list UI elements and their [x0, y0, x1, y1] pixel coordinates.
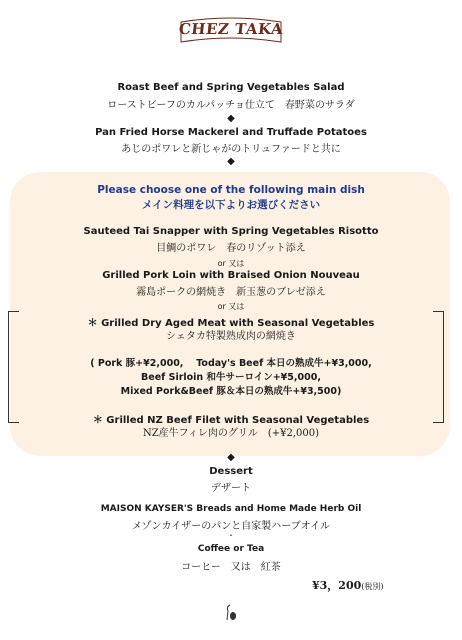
main-option-dry-aged-english: ＊ Grilled Dry Aged Meat with Seasonal Vegetables — [87, 318, 375, 329]
separator-diamond: ◆ — [227, 156, 235, 167]
footer-emblem-icon — [223, 604, 239, 626]
starter2-japanese: あじのポワレと新じゃがのトリュファードと共に — [121, 144, 341, 155]
main-option-nz-beef-english: ＊ Grilled NZ Beef Filet with Seasonal Vegetables — [92, 415, 370, 426]
main-option-snapper-japanese: 目鯛のポワレ 春のリゾット添え — [156, 243, 306, 254]
starter1-english: Roast Beef and Spring Vegetables Salad — [117, 82, 345, 93]
drink-english: Coffee or Tea — [197, 544, 265, 554]
bread-japanese: メゾンカイザーのパンと自家製ハーブオイル — [131, 521, 331, 532]
logo-text: CHEZ TAKA — [177, 20, 285, 38]
starter2-english: Pan Fried Horse Mackerel and Truffade Potatoes — [95, 127, 367, 138]
surcharge-line-2: Beef Sirloin 和牛サーロイン+¥5,000, — [141, 372, 321, 383]
separator-dot: ・ — [227, 531, 235, 540]
price-amount: ¥3，200 — [312, 579, 362, 592]
separator-diamond: ◆ — [227, 452, 235, 463]
main-option-pork-japanese: 霧島ポークの網焼き 新玉葱のブレゼ添え — [136, 287, 326, 298]
main-option-nz-beef-japanese: NZ産牛フィレ肉のグリル (+¥2,000) — [142, 428, 320, 439]
main-choose-english: Please choose one of the following main dish — [97, 184, 365, 196]
drink-japanese: コーヒー 又は 紅茶 — [181, 562, 281, 573]
main-choose-japanese: メイン料理を以下よりお選びください — [141, 199, 321, 211]
main-option-pork-english: Grilled Pork Loin with Braised Onion Nouveau — [102, 270, 360, 281]
course-price — [312, 577, 384, 593]
surcharge-line-1: ( Pork 豚+¥2,000, Today's Beef 本日の熟成牛+¥3,000, — [90, 358, 372, 369]
dessert-english: Dessert — [209, 466, 253, 477]
bread-english: MAISON KAYSER'S Breads and Home Made Herb Oil — [100, 504, 362, 514]
or-label: or 又は — [217, 259, 245, 268]
dessert-japanese: デザート — [211, 483, 251, 494]
separator-diamond: ◆ — [227, 113, 235, 124]
main-option-snapper-english: Sauteed Tai Snapper with Spring Vegetables Risotto — [83, 226, 379, 237]
surcharge-line-3: Mixed Pork&Beef 豚＆本日の熟成牛+¥3,500) — [120, 386, 342, 397]
starter1-japanese: ローストビーフのカルパッチョ仕立て 春野菜のサラダ — [107, 100, 355, 111]
price-tax-note: (税別) — [361, 582, 384, 591]
or-label: or 又は — [217, 302, 245, 311]
restaurant-logo — [178, 16, 284, 46]
main-option-dry-aged-japanese: シェタカ特製熟成肉の網焼き — [166, 331, 296, 342]
